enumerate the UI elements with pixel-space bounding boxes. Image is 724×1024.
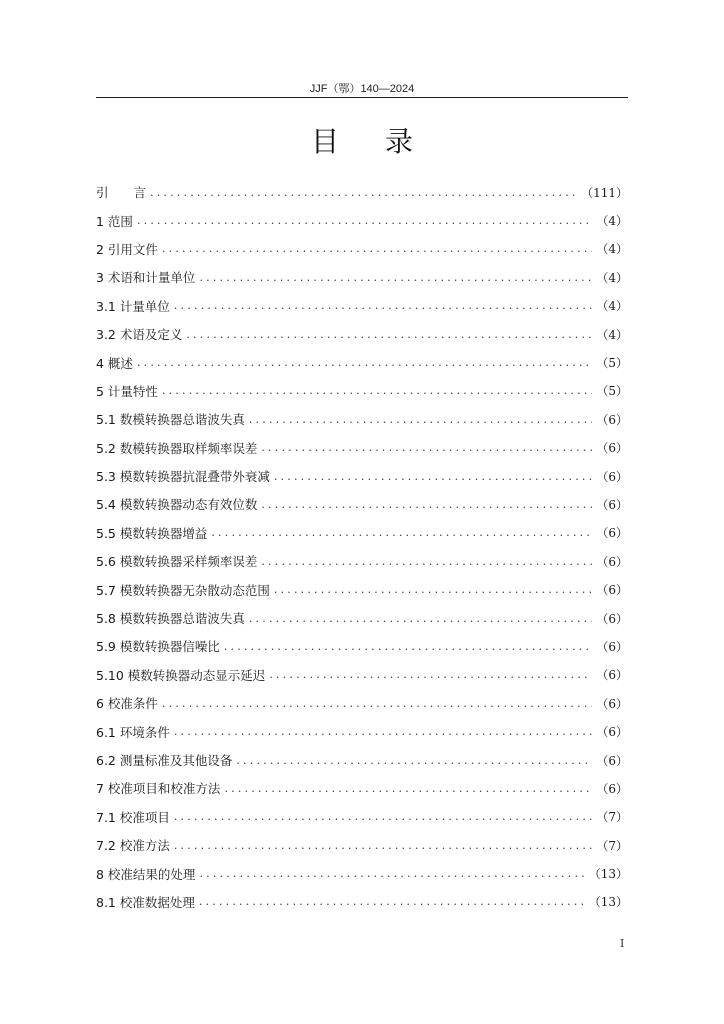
toc-entry-page: （6） xyxy=(596,668,628,683)
leader-dots xyxy=(199,271,592,284)
toc-entry-label: 5.1 数模转换器总谐波失真 xyxy=(96,412,245,428)
toc-entry-page: （6） xyxy=(596,469,628,484)
leader-dots xyxy=(261,555,592,568)
toc-entry-label: 1 范围 xyxy=(96,213,133,229)
leader-dots xyxy=(224,640,593,653)
leader-dots xyxy=(186,328,592,341)
toc-entry-label: 5.3 模数转换器抗混叠带外衰减 xyxy=(96,469,270,485)
leader-dots xyxy=(162,384,592,397)
toc-entry-label: 6 校准条件 xyxy=(96,696,158,712)
leader-dots xyxy=(274,583,593,596)
toc-entry-page: （13） xyxy=(588,895,628,910)
toc-entry[interactable] xyxy=(96,519,628,547)
toc-entry[interactable] xyxy=(96,888,628,916)
toc-entry-page: （4） xyxy=(596,214,628,229)
toc-entry[interactable] xyxy=(96,717,628,745)
toc-entry[interactable] xyxy=(96,292,628,320)
toc-entry-page: （6） xyxy=(596,639,628,654)
toc-entry[interactable] xyxy=(96,689,628,717)
toc-entry-page: （4） xyxy=(596,327,628,342)
toc-entry-page: （7） xyxy=(596,838,628,853)
toc-entry-label: 8.1 校准数据处理 xyxy=(96,894,195,910)
toc-entry-label: 6.2 测量标准及其他设备 xyxy=(96,753,233,768)
toc-entry-page: （6） xyxy=(596,583,628,598)
toc-entry[interactable] xyxy=(96,604,628,632)
leader-dots xyxy=(174,810,593,823)
toc-entry-label: 5.8 模数转换器总谐波失真 xyxy=(96,611,245,627)
toc-entry-label: 3.2 术语及定义 xyxy=(96,327,183,343)
toc-entry-label: 7.2 校准方法 xyxy=(96,838,170,854)
leader-dots xyxy=(224,782,592,795)
leader-dots xyxy=(162,242,592,255)
toc-entry-page: （111） xyxy=(581,185,628,200)
toc-entry-label: 7 校准项目和校准方法 xyxy=(96,781,221,797)
toc-entry-page: （6） xyxy=(596,781,628,796)
toc-entry-page: （6） xyxy=(596,526,628,541)
toc-entry-page: （6） xyxy=(596,725,628,740)
leader-dots xyxy=(211,526,592,539)
leader-dots xyxy=(137,214,592,227)
toc-entry[interactable] xyxy=(96,774,628,802)
toc-entry[interactable] xyxy=(96,632,628,660)
leader-dots xyxy=(236,754,592,767)
leader-dots xyxy=(162,697,592,710)
toc-entry[interactable] xyxy=(96,831,628,859)
toc-entry-label: 6.1 环境条件 xyxy=(96,724,170,740)
toc-entry-label: 5.4 模数转换器动态有效位数 xyxy=(96,497,258,513)
leader-dots xyxy=(174,725,593,738)
toc-entry-label: 3 术语和计量单位 xyxy=(96,270,196,286)
toc-entry-page: （6） xyxy=(596,696,628,711)
leader-dots xyxy=(249,612,593,625)
table-of-contents xyxy=(96,178,628,916)
toc-entry[interactable] xyxy=(96,235,628,263)
toc-entry-label: 引 言 xyxy=(96,185,147,201)
toc-entry-label: 4 概述 xyxy=(96,355,133,371)
toc-entry-page: （5） xyxy=(596,384,628,399)
toc-entry[interactable] xyxy=(96,803,628,831)
toc-entry-page: （6） xyxy=(596,497,628,512)
toc-entry[interactable] xyxy=(96,178,628,206)
toc-entry[interactable] xyxy=(96,746,628,774)
toc-entry-page: （5） xyxy=(596,356,628,371)
toc-entry[interactable] xyxy=(96,859,628,887)
toc-entry-page: （4） xyxy=(596,242,628,257)
toc-entry-label: 5.6 模数转换器采样频率误差 xyxy=(96,554,258,570)
toc-entry[interactable] xyxy=(96,377,628,405)
toc-entry[interactable] xyxy=(96,263,628,291)
toc-entry-page: （6） xyxy=(596,441,628,456)
toc-entry[interactable] xyxy=(96,490,628,518)
toc-entry-label: 8 校准结果的处理 xyxy=(96,866,196,882)
toc-entry[interactable] xyxy=(96,348,628,376)
toc-entry-page: （6） xyxy=(596,611,628,626)
toc-entry[interactable] xyxy=(96,320,628,348)
toc-entry-label: 5.5 模数转换器增益 xyxy=(96,525,208,541)
toc-entry-label: 5.10 模数转换器动态显示延迟 xyxy=(96,667,266,683)
leader-dots xyxy=(137,356,592,369)
toc-entry[interactable] xyxy=(96,206,628,234)
toc-entry-label: 5 计量特性 xyxy=(96,383,158,399)
running-header: JJF（鄂）140—2024 xyxy=(309,83,415,95)
leader-dots xyxy=(274,470,593,483)
leader-dots xyxy=(150,186,577,199)
toc-entry[interactable] xyxy=(96,547,628,575)
toc-entry-page: （6） xyxy=(596,753,628,768)
leader-dots xyxy=(249,413,593,426)
toc-entry[interactable] xyxy=(96,405,628,433)
leader-dots xyxy=(269,668,592,681)
toc-entry[interactable] xyxy=(96,434,628,462)
toc-entry[interactable] xyxy=(96,575,628,603)
toc-entry-label: 5.7 模数转换器无杂散动态范围 xyxy=(96,582,270,598)
toc-entry-page: （4） xyxy=(596,270,628,285)
toc-entry-page: （6） xyxy=(596,554,628,569)
leader-dots xyxy=(261,441,592,454)
toc-entry-page: （4） xyxy=(596,299,628,314)
toc-entry[interactable] xyxy=(96,462,628,490)
leader-dots xyxy=(174,299,593,312)
page-number: I xyxy=(620,937,625,950)
toc-entry-label: 5.2 数模转换器取样频率误差 xyxy=(96,440,258,456)
leader-dots xyxy=(174,839,593,852)
leader-dots xyxy=(261,498,592,511)
header-rule xyxy=(96,97,628,98)
page-title: 目录 xyxy=(310,125,459,158)
toc-entry-page: （6） xyxy=(596,412,628,427)
leader-dots xyxy=(199,867,584,880)
toc-entry-page: （13） xyxy=(588,867,628,882)
toc-entry-label: 5.9 模数转换器信噪比 xyxy=(96,639,220,655)
leader-dots xyxy=(199,895,585,908)
toc-entry-label: 2 引用文件 xyxy=(96,241,158,257)
toc-entry-label: 7.1 校准项目 xyxy=(96,809,170,825)
toc-entry-label: 3.1 计量单位 xyxy=(96,298,170,314)
toc-entry-page: （7） xyxy=(596,810,628,825)
toc-entry[interactable] xyxy=(96,661,628,689)
